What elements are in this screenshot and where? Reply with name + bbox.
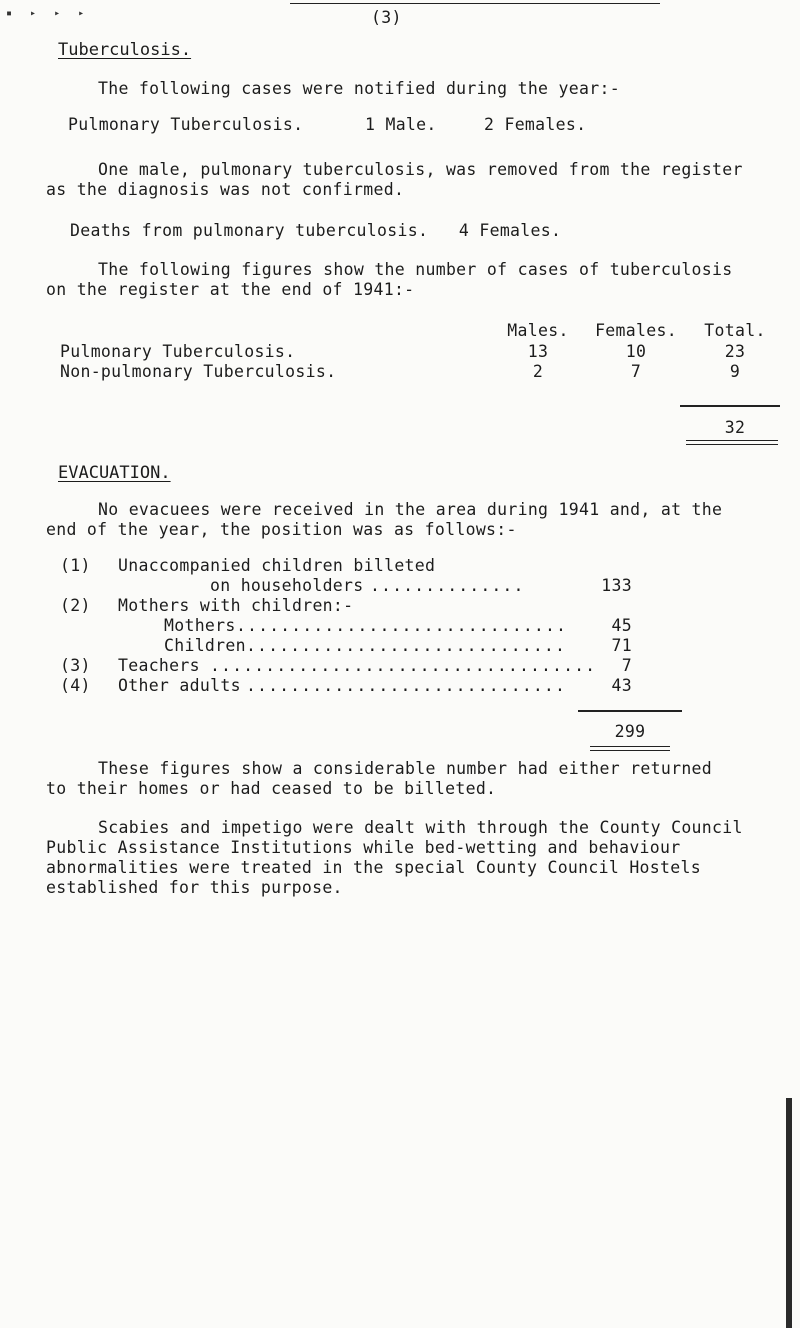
item-label: Other adults: [118, 676, 241, 695]
returned-line-1: These figures show a considerable number had either returned: [98, 759, 713, 778]
scan-edge-marks: ▪ ▸ ▸ ▸: [6, 8, 91, 19]
item-value: 133: [601, 576, 632, 595]
col-header-total: Total.: [704, 321, 766, 340]
figures-line-1: The following figures show the number of cases of tuberculosis: [98, 260, 733, 279]
item-label: Teachers: [118, 656, 200, 675]
item-label: Mothers: [164, 616, 236, 635]
dot-leader: ...................................: [210, 656, 597, 675]
figures-line-2: on the register at the end of 1941:-: [46, 280, 415, 299]
evac-intro-2: end of the year, the position was as follows:-: [46, 520, 517, 539]
page-number: (3): [371, 8, 402, 27]
scabies-line-2: Public Assistance Institutions while bed-wetting and behaviour: [46, 838, 681, 857]
removed-line-1: One male, pulmonary tuberculosis, was removed from the register: [98, 160, 743, 179]
item-label: Mothers with children:-: [118, 596, 354, 615]
returned-line-2: to their homes or had ceased to be billeted.: [46, 779, 497, 798]
dot-leader: ..............................: [236, 616, 568, 635]
item-number: (4): [60, 676, 91, 695]
item-number: (1): [60, 556, 91, 575]
dot-leader: .............................: [246, 676, 566, 695]
tb-heading: Tuberculosis.: [58, 40, 192, 60]
row-label: Pulmonary Tuberculosis.: [60, 342, 296, 361]
removed-line-2: as the diagnosis was not confirmed.: [46, 180, 405, 199]
dot-leader: .............................: [246, 636, 566, 655]
cell-males: 13: [527, 342, 549, 361]
deaths-line: Deaths from pulmonary tuberculosis. 4 Females.: [70, 221, 562, 240]
grand-total: 32: [724, 418, 746, 437]
cell-females: 10: [625, 342, 647, 361]
cell-total: 23: [724, 342, 746, 361]
scabies-line-4: established for this purpose.: [46, 878, 343, 897]
evac-total-rule: [578, 710, 682, 712]
item-value: 71: [611, 636, 632, 655]
evac-total-double-rule: [590, 746, 670, 751]
col-header-males: Males.: [507, 321, 569, 340]
item-value: 43: [611, 676, 632, 695]
item-number: (2): [60, 596, 91, 615]
pulm-male: 1 Male.: [365, 115, 437, 134]
item-number: (3): [60, 656, 91, 675]
evac-total: 299: [614, 722, 646, 741]
tb-intro: The following cases were notified during the year:-: [98, 79, 620, 98]
top-rule: [290, 3, 660, 4]
scabies-line-1: Scabies and impetigo were dealt with through the County Council: [98, 818, 743, 837]
item-label: Children: [164, 636, 246, 655]
row-label: Non-pulmonary Tuberculosis.: [60, 362, 337, 381]
cell-males: 2: [532, 362, 544, 381]
cell-total: 9: [729, 362, 741, 381]
item-value: 7: [621, 656, 632, 675]
evac-heading: EVACUATION.: [58, 463, 171, 483]
item-label: Unaccompanied children billeted: [118, 556, 436, 575]
scabies-line-3: abnormalities were treated in the special County Council Hostels: [46, 858, 701, 877]
pulm-female: 2 Females.: [484, 115, 587, 134]
scan-edge-bar: [786, 1098, 792, 1328]
col-header-females: Females.: [595, 321, 677, 340]
item-value: 45: [611, 616, 632, 635]
item-label-cont: on householders: [210, 576, 364, 595]
total-rule: [680, 405, 780, 407]
dot-leader: ..............: [370, 576, 525, 595]
cell-females: 7: [630, 362, 642, 381]
evac-intro-1: No evacuees were received in the area during 1941 and, at the: [98, 500, 723, 519]
grand-total-double-rule: [686, 440, 778, 445]
pulm-label: Pulmonary Tuberculosis.: [68, 115, 304, 134]
